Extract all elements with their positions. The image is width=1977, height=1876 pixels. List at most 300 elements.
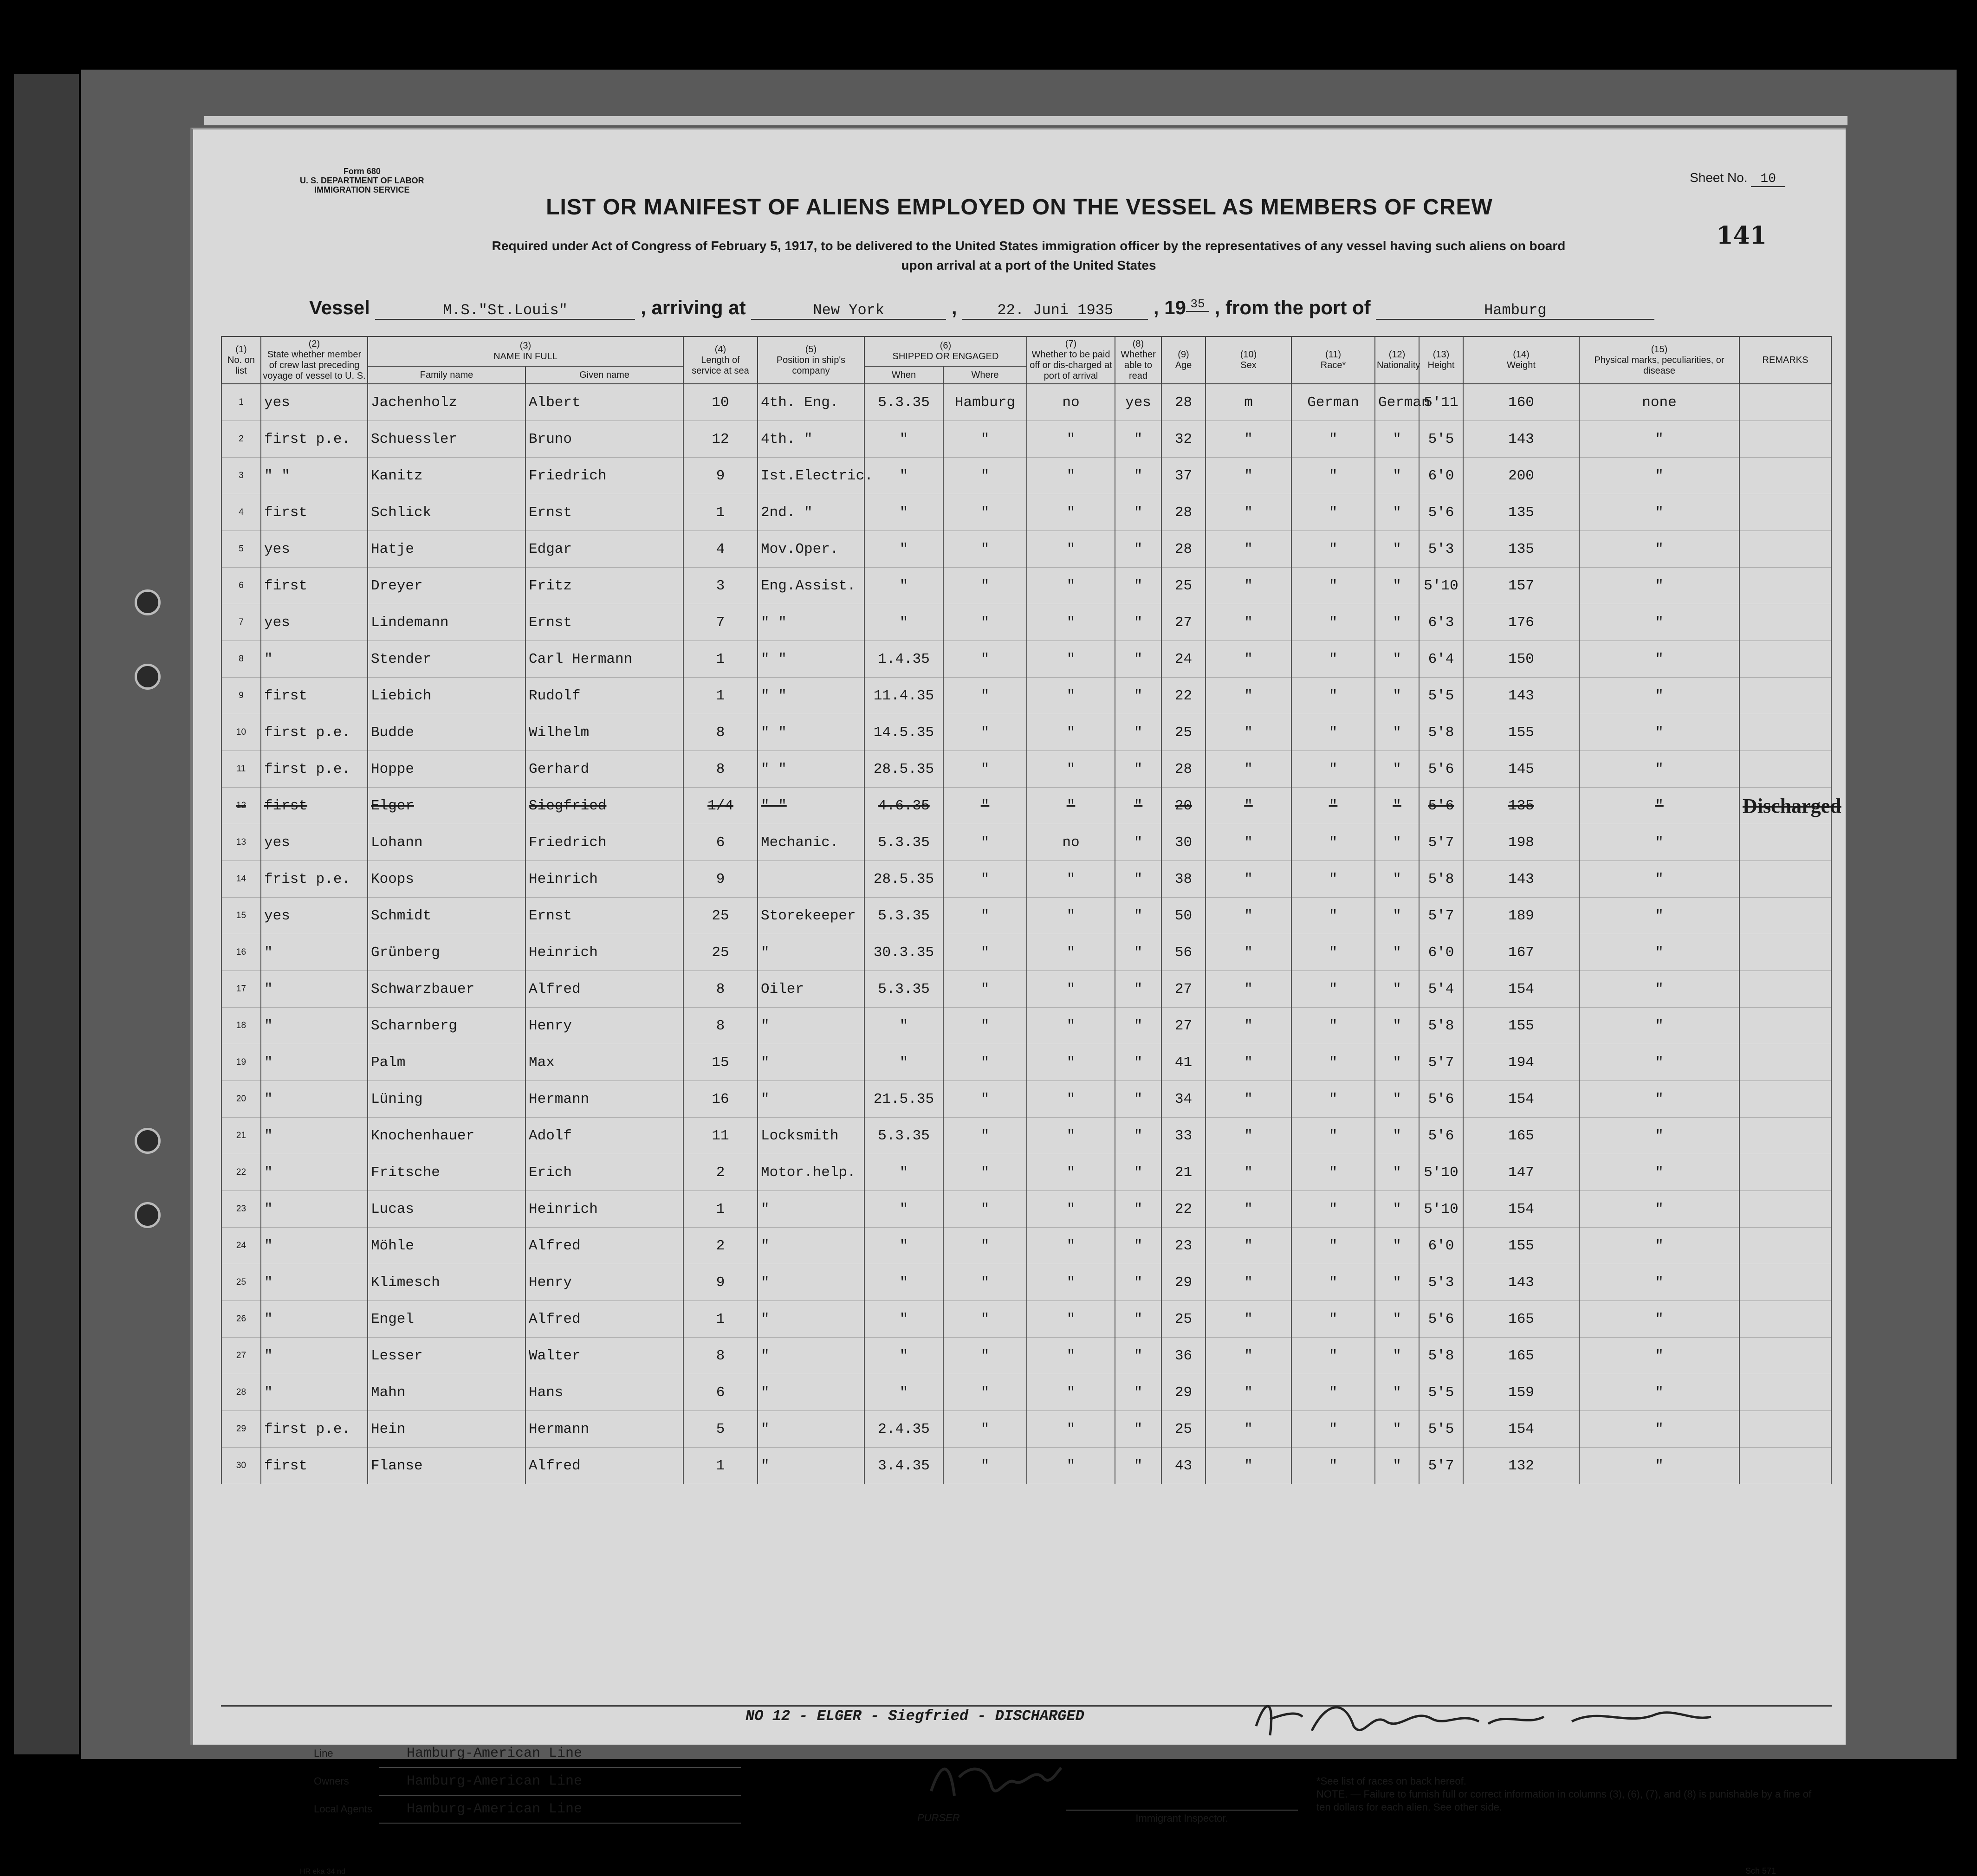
height-cell: 5'11: [1419, 384, 1463, 421]
able-to-read-cell: ": [1115, 1448, 1161, 1484]
nationality-cell: ": [1375, 494, 1419, 531]
previous-voyage-cell: first: [261, 568, 368, 604]
table-row: [221, 1228, 1831, 1264]
row-number-cell: 13: [221, 824, 261, 861]
family-name-cell: Palm: [368, 1044, 525, 1081]
physical-marks-cell: ": [1579, 531, 1739, 568]
table-row: [221, 1338, 1831, 1374]
position-cell: " ": [758, 604, 864, 641]
able-to-read-cell: ": [1115, 1044, 1161, 1081]
service-length-cell: 1: [683, 1191, 758, 1228]
engaged-when-cell: ": [864, 1301, 943, 1338]
sex-cell: ": [1206, 604, 1291, 641]
able-to-read-cell: ": [1115, 1154, 1161, 1191]
position-cell: ": [758, 1374, 864, 1411]
nationality-cell: ": [1375, 1338, 1419, 1374]
physical-marks-cell: ": [1579, 1264, 1739, 1301]
weight-cell: 154: [1463, 971, 1579, 1008]
sex-cell: ": [1206, 1411, 1291, 1448]
family-name-cell: Lüning: [368, 1081, 525, 1118]
from-port-label: , from the port of: [1214, 297, 1371, 318]
nationality-cell: ": [1375, 971, 1419, 1008]
row-number-cell: 28: [221, 1374, 261, 1411]
nationality-cell: ": [1375, 1044, 1419, 1081]
position-cell: " ": [758, 788, 864, 824]
age-cell: 20: [1161, 788, 1206, 824]
sex-cell: ": [1206, 788, 1291, 824]
nationality-cell: ": [1375, 714, 1419, 751]
race-cell: ": [1291, 1448, 1375, 1484]
physical-marks-cell: ": [1579, 1191, 1739, 1228]
race-cell: ": [1291, 678, 1375, 714]
table-row: [221, 604, 1831, 641]
remarks-cell: [1739, 898, 1831, 934]
engaged-where-cell: ": [943, 1044, 1027, 1081]
age-cell: 24: [1161, 641, 1206, 678]
race-cell: ": [1291, 1191, 1375, 1228]
purser-signature: [922, 1749, 1070, 1810]
given-name-cell: Gerhard: [525, 751, 683, 788]
given-name-cell: Alfred: [525, 971, 683, 1008]
col-previous-voyage: (2) State whether member of crew last preceding voyage of vessel to U. S.: [261, 336, 368, 384]
sex-cell: ": [1206, 1154, 1291, 1191]
engaged-when-cell: ": [864, 1044, 943, 1081]
age-cell: 23: [1161, 1228, 1206, 1264]
height-cell: 5'6: [1419, 788, 1463, 824]
physical-marks-cell: ": [1579, 641, 1739, 678]
physical-marks-cell: ": [1579, 1044, 1739, 1081]
able-to-read-cell: ": [1115, 861, 1161, 898]
given-name-cell: Wilhelm: [525, 714, 683, 751]
race-cell: ": [1291, 1264, 1375, 1301]
age-cell: 28: [1161, 531, 1206, 568]
remarks-cell: [1739, 421, 1831, 458]
able-to-read-cell: ": [1115, 788, 1161, 824]
line-owners-agents: [314, 1740, 741, 1824]
col-family-name: Family name: [368, 366, 525, 384]
family-name-cell: Kanitz: [368, 458, 525, 494]
race-cell: ": [1291, 531, 1375, 568]
height-cell: 5'10: [1419, 1154, 1463, 1191]
sex-cell: ": [1206, 1118, 1291, 1154]
engaged-when-cell: ": [864, 1228, 943, 1264]
service-length-cell: 16: [683, 1081, 758, 1118]
nationality-cell: ": [1375, 1264, 1419, 1301]
nationality-cell: ": [1375, 898, 1419, 934]
able-to-read-cell: ": [1115, 971, 1161, 1008]
race-cell: ": [1291, 1118, 1375, 1154]
age-cell: 28: [1161, 494, 1206, 531]
physical-marks-cell: ": [1579, 788, 1739, 824]
nationality-cell: ": [1375, 934, 1419, 971]
able-to-read-cell: ": [1115, 604, 1161, 641]
nationality-cell: ": [1375, 678, 1419, 714]
nationality-cell: ": [1375, 788, 1419, 824]
service-length-cell: 25: [683, 934, 758, 971]
table-body: [221, 384, 1841, 1484]
age-cell: 38: [1161, 861, 1206, 898]
sex-cell: ": [1206, 1448, 1291, 1484]
engaged-when-cell: 2.4.35: [864, 1411, 943, 1448]
family-name-cell: Mahn: [368, 1374, 525, 1411]
col-physical-marks: (15) Physical marks, peculiarities, or disease: [1579, 336, 1739, 384]
able-to-read-cell: ": [1115, 1118, 1161, 1154]
height-cell: 5'5: [1419, 678, 1463, 714]
engaged-where-cell: ": [943, 1264, 1027, 1301]
engaged-where-cell: ": [943, 641, 1027, 678]
service-length-cell: 1: [683, 1448, 758, 1484]
previous-voyage-cell: ": [261, 1081, 368, 1118]
position-cell: ": [758, 1008, 864, 1044]
engaged-when-cell: 5.3.35: [864, 384, 943, 421]
given-name-cell: Rudolf: [525, 678, 683, 714]
position-cell: Storekeeper: [758, 898, 864, 934]
paid-off-cell: ": [1027, 714, 1115, 751]
height-cell: 5'6: [1419, 1301, 1463, 1338]
given-name-cell: Alfred: [525, 1448, 683, 1484]
departure-port: Hamburg: [1376, 302, 1654, 320]
able-to-read-cell: ": [1115, 1228, 1161, 1264]
table-row: [221, 714, 1831, 751]
engaged-where-cell: ": [943, 604, 1027, 641]
remarks-cell: [1739, 714, 1831, 751]
position-cell: ": [758, 1044, 864, 1081]
able-to-read-cell: ": [1115, 494, 1161, 531]
position-cell: " ": [758, 714, 864, 751]
sex-cell: ": [1206, 971, 1291, 1008]
engaged-when-cell: 4.6.35: [864, 788, 943, 824]
physical-marks-cell: none: [1579, 384, 1739, 421]
age-cell: 27: [1161, 1008, 1206, 1044]
engaged-where-cell: ": [943, 1338, 1027, 1374]
able-to-read-cell: ": [1115, 531, 1161, 568]
table-row: [221, 568, 1831, 604]
family-name-cell: Stender: [368, 641, 525, 678]
weight-cell: 167: [1463, 934, 1579, 971]
given-name-cell: Hermann: [525, 1411, 683, 1448]
table-row: [221, 1191, 1831, 1228]
discharge-note: NO 12 - ELGER - Siegfried - DISCHARGED: [745, 1708, 1084, 1725]
height-cell: 5'6: [1419, 494, 1463, 531]
nationality-cell: ": [1375, 1154, 1419, 1191]
height-cell: 5'4: [1419, 971, 1463, 1008]
family-name-cell: Lohann: [368, 824, 525, 861]
paid-off-cell: ": [1027, 788, 1115, 824]
age-cell: 25: [1161, 1411, 1206, 1448]
race-cell: ": [1291, 568, 1375, 604]
physical-marks-cell: ": [1579, 494, 1739, 531]
engaged-where-cell: ": [943, 1374, 1027, 1411]
family-name-cell: Fritsche: [368, 1154, 525, 1191]
remarks-cell: [1739, 1081, 1831, 1118]
engaged-where-cell: ": [943, 824, 1027, 861]
sheet-label: Sheet No.: [1690, 170, 1748, 185]
engaged-when-cell: 30.3.35: [864, 934, 943, 971]
race-cell: ": [1291, 898, 1375, 934]
race-cell: ": [1291, 1044, 1375, 1081]
col-able-to-read: (8) Whether able to read: [1115, 336, 1161, 384]
family-name-cell: Elger: [368, 788, 525, 824]
weight-cell: 143: [1463, 678, 1579, 714]
row-number-cell: 27: [221, 1338, 261, 1374]
physical-marks-cell: ": [1579, 934, 1739, 971]
paid-off-cell: ": [1027, 1008, 1115, 1044]
age-cell: 33: [1161, 1118, 1206, 1154]
table-row: [221, 1301, 1831, 1338]
position-cell: Ist.Electric.: [758, 458, 864, 494]
given-name-cell: Adolf: [525, 1118, 683, 1154]
row-number-cell: 23: [221, 1191, 261, 1228]
paid-off-cell: ": [1027, 1374, 1115, 1411]
physical-marks-cell: ": [1579, 1008, 1739, 1044]
remarks-cell: [1739, 531, 1831, 568]
family-name-cell: Jachenholz: [368, 384, 525, 421]
service-length-cell: 6: [683, 824, 758, 861]
nationality-cell: ": [1375, 1301, 1419, 1338]
engaged-where-cell: ": [943, 494, 1027, 531]
engaged-where-cell: ": [943, 1411, 1027, 1448]
table-row: [221, 421, 1831, 458]
given-name-cell: Max: [525, 1044, 683, 1081]
weight-cell: 165: [1463, 1338, 1579, 1374]
table-row: [221, 1374, 1831, 1411]
previous-voyage-cell: yes: [261, 531, 368, 568]
remarks-cell: [1739, 494, 1831, 531]
row-number-cell: 16: [221, 934, 261, 971]
remarks-cell: [1739, 458, 1831, 494]
sex-cell: ": [1206, 714, 1291, 751]
service-length-cell: 8: [683, 751, 758, 788]
age-cell: 41: [1161, 1044, 1206, 1081]
able-to-read-cell: ": [1115, 1081, 1161, 1118]
family-name-cell: Dreyer: [368, 568, 525, 604]
sex-cell: ": [1206, 1228, 1291, 1264]
weight-cell: 135: [1463, 788, 1579, 824]
able-to-read-cell: ": [1115, 898, 1161, 934]
given-name-cell: Friedrich: [525, 458, 683, 494]
weight-cell: 143: [1463, 1264, 1579, 1301]
position-cell: Oiler: [758, 971, 864, 1008]
paid-off-cell: ": [1027, 678, 1115, 714]
table-row: [221, 898, 1831, 934]
handwritten-page-number: 141: [1716, 221, 1767, 250]
col-name-in-full: (3) NAME IN FULL: [368, 336, 683, 366]
service-length-cell: 8: [683, 971, 758, 1008]
engaged-when-cell: ": [864, 568, 943, 604]
sheet-value: 10: [1751, 172, 1785, 187]
height-cell: 5'3: [1419, 531, 1463, 568]
paid-off-cell: ": [1027, 1154, 1115, 1191]
previous-voyage-cell: yes: [261, 824, 368, 861]
position-cell: ": [758, 1228, 864, 1264]
engaged-when-cell: 21.5.35: [864, 1081, 943, 1118]
race-cell: ": [1291, 861, 1375, 898]
subtitle-line-1: Required under Act of Congress of February 5, 1917, to be delivered to the United States immigration officer by the representatives of any vessel having such aliens on board: [492, 239, 1566, 253]
engaged-when-cell: 5.3.35: [864, 824, 943, 861]
race-cell: ": [1291, 1008, 1375, 1044]
able-to-read-cell: ": [1115, 1411, 1161, 1448]
nationality-cell: ": [1375, 1448, 1419, 1484]
age-cell: 50: [1161, 898, 1206, 934]
race-cell: ": [1291, 1411, 1375, 1448]
inspector-label: Immigrant Inspector.: [1066, 1810, 1298, 1824]
position-cell: ": [758, 1191, 864, 1228]
nationality-cell: ": [1375, 641, 1419, 678]
col-shipped-or-engaged: (6) SHIPPED OR ENGAGED: [864, 336, 1027, 366]
sex-cell: ": [1206, 1044, 1291, 1081]
engaged-where-cell: ": [943, 1191, 1027, 1228]
height-cell: 5'5: [1419, 421, 1463, 458]
engaged-when-cell: ": [864, 1191, 943, 1228]
race-cell: ": [1291, 1228, 1375, 1264]
family-name-cell: Klimesch: [368, 1264, 525, 1301]
race-cell: ": [1291, 604, 1375, 641]
engaged-when-cell: 3.4.35: [864, 1448, 943, 1484]
height-cell: 5'10: [1419, 1191, 1463, 1228]
row-number-cell: 22: [221, 1154, 261, 1191]
age-cell: 25: [1161, 1301, 1206, 1338]
table-row: [221, 494, 1831, 531]
family-name-cell: Koops: [368, 861, 525, 898]
physical-marks-cell: ": [1579, 714, 1739, 751]
service-length-cell: 1/4: [683, 788, 758, 824]
age-cell: 25: [1161, 568, 1206, 604]
height-cell: 5'7: [1419, 1044, 1463, 1081]
family-name-cell: Budde: [368, 714, 525, 751]
weight-cell: 132: [1463, 1448, 1579, 1484]
engaged-where-cell: ": [943, 1154, 1027, 1191]
previous-voyage-cell: first p.e.: [261, 751, 368, 788]
paid-off-cell: no: [1027, 824, 1115, 861]
given-name-cell: Erich: [525, 1154, 683, 1191]
given-name-cell: Carl Hermann: [525, 641, 683, 678]
remarks-cell: [1739, 824, 1831, 861]
given-name-cell: Walter: [525, 1338, 683, 1374]
family-name-cell: Engel: [368, 1301, 525, 1338]
sex-cell: ": [1206, 1264, 1291, 1301]
position-cell: Mechanic.: [758, 824, 864, 861]
paid-off-cell: ": [1027, 494, 1115, 531]
able-to-read-cell: ": [1115, 568, 1161, 604]
race-cell: ": [1291, 788, 1375, 824]
remarks-cell: [1739, 1228, 1831, 1264]
col-no-on-list: (1) No. on list: [221, 336, 261, 384]
able-to-read-cell: ": [1115, 751, 1161, 788]
service-length-cell: 7: [683, 604, 758, 641]
able-to-read-cell: ": [1115, 1008, 1161, 1044]
crew-manifest-table: [221, 336, 1841, 1484]
sex-cell: ": [1206, 1081, 1291, 1118]
age-cell: 32: [1161, 421, 1206, 458]
height-cell: 5'5: [1419, 1411, 1463, 1448]
weight-cell: 135: [1463, 531, 1579, 568]
remarks-cell: [1739, 641, 1831, 678]
previous-voyage-cell: ": [261, 1191, 368, 1228]
remarks-cell: [1739, 1044, 1831, 1081]
paid-off-cell: ": [1027, 604, 1115, 641]
service-length-cell: 2: [683, 1228, 758, 1264]
sex-cell: ": [1206, 1301, 1291, 1338]
age-cell: 29: [1161, 1264, 1206, 1301]
row-number-cell: 21: [221, 1118, 261, 1154]
table-row: [221, 971, 1831, 1008]
service-length-cell: 9: [683, 1264, 758, 1301]
remarks-cell: [1739, 568, 1831, 604]
nationality-cell: ": [1375, 458, 1419, 494]
position-cell: Motor.help.: [758, 1154, 864, 1191]
remarks-cell: [1739, 1374, 1831, 1411]
able-to-read-cell: ": [1115, 421, 1161, 458]
nationality-cell: ": [1375, 604, 1419, 641]
col-position: (5) Position in ship's company: [758, 336, 864, 384]
row-number-cell: 29: [221, 1411, 261, 1448]
able-to-read-cell: ": [1115, 934, 1161, 971]
previous-voyage-cell: first p.e.: [261, 714, 368, 751]
able-to-read-cell: ": [1115, 641, 1161, 678]
family-name-cell: Scharnberg: [368, 1008, 525, 1044]
physical-marks-cell: ": [1579, 678, 1739, 714]
position-cell: ": [758, 1338, 864, 1374]
weight-cell: 198: [1463, 824, 1579, 861]
weight-cell: 155: [1463, 1228, 1579, 1264]
race-cell: ": [1291, 1374, 1375, 1411]
physical-marks-cell: ": [1579, 1081, 1739, 1118]
form-number: Form 680: [343, 167, 381, 176]
position-cell: " ": [758, 751, 864, 788]
table-row: [221, 1118, 1831, 1154]
able-to-read-cell: ": [1115, 1338, 1161, 1374]
engaged-where-cell: ": [943, 788, 1027, 824]
age-cell: 28: [1161, 751, 1206, 788]
row-number-cell: 6: [221, 568, 261, 604]
given-name-cell: Heinrich: [525, 861, 683, 898]
engaged-where-cell: ": [943, 1448, 1027, 1484]
physical-marks-cell: ": [1579, 421, 1739, 458]
agents-row: Local Agents Hamburg-American Line: [314, 1796, 741, 1824]
remarks-cell: [1739, 384, 1831, 421]
owners-row: Owners Hamburg-American Line: [314, 1768, 741, 1796]
col-sex: (10) Sex: [1206, 336, 1291, 384]
engaged-when-cell: ": [864, 531, 943, 568]
able-to-read-cell: ": [1115, 678, 1161, 714]
row-number-cell: 9: [221, 678, 261, 714]
family-name-cell: Liebich: [368, 678, 525, 714]
weight-cell: 165: [1463, 1301, 1579, 1338]
nationality-cell: ": [1375, 1411, 1419, 1448]
race-cell: ": [1291, 934, 1375, 971]
able-to-read-cell: ": [1115, 1301, 1161, 1338]
nationality-cell: ": [1375, 1374, 1419, 1411]
row-number-cell: 12: [221, 788, 261, 824]
engaged-where-cell: ": [943, 898, 1027, 934]
sex-cell: ": [1206, 824, 1291, 861]
physical-marks-cell: ": [1579, 1118, 1739, 1154]
sex-cell: ": [1206, 458, 1291, 494]
height-cell: 6'0: [1419, 1228, 1463, 1264]
engaged-when-cell: ": [864, 1264, 943, 1301]
position-cell: 4th. Eng.: [758, 384, 864, 421]
engaged-when-cell: 28.5.35: [864, 751, 943, 788]
service-length-cell: 15: [683, 1044, 758, 1081]
able-to-read-cell: ": [1115, 1191, 1161, 1228]
physical-marks-cell: ": [1579, 751, 1739, 788]
engaged-where-cell: ": [943, 1118, 1027, 1154]
row-number-cell: 25: [221, 1264, 261, 1301]
row-number-cell: 1: [221, 384, 261, 421]
weight-cell: 150: [1463, 641, 1579, 678]
engaged-where-cell: ": [943, 568, 1027, 604]
subtitle-line-2: upon arrival at a port of the United States: [901, 258, 1156, 272]
